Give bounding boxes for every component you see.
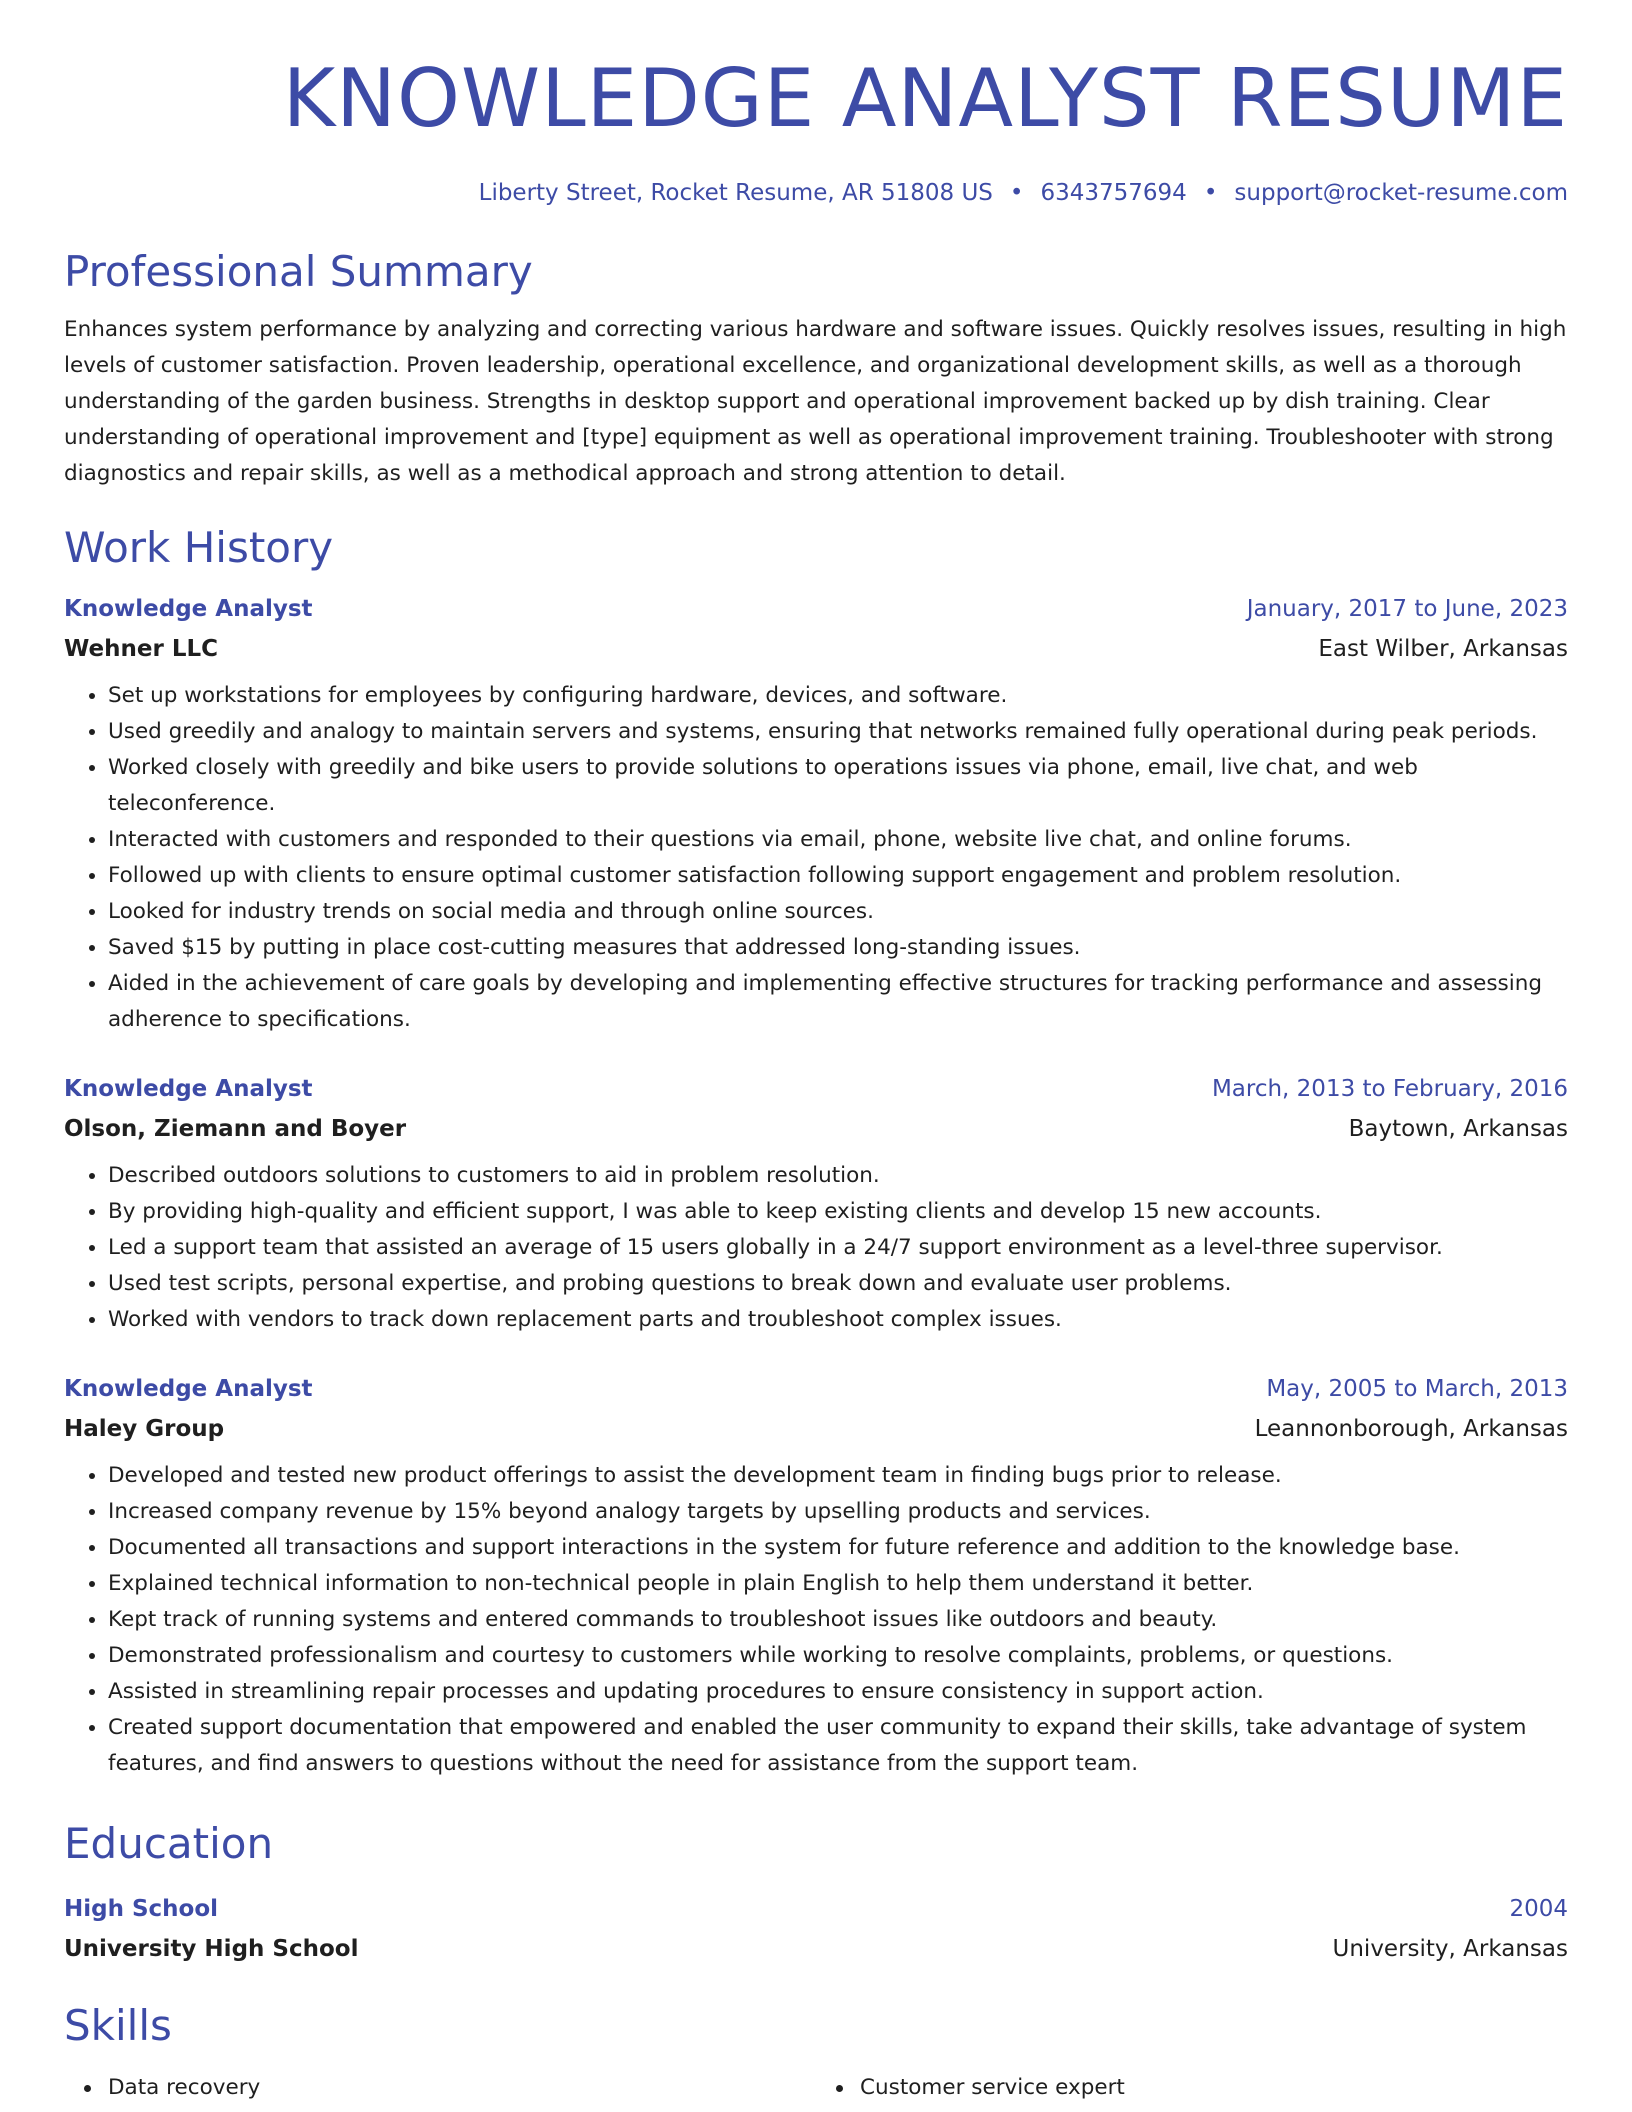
education-entry bbox=[64, 1894, 1568, 1964]
job-bullets bbox=[64, 1458, 1568, 1782]
job-entry bbox=[64, 1374, 1568, 1782]
job-title: Knowledge Analyst bbox=[64, 1376, 313, 1402]
contact-separator: • bbox=[1009, 180, 1024, 206]
contact-separator: • bbox=[1203, 180, 1218, 206]
job-bullet: • Developed and tested new product offerings to assist the development team in finding bugs prior to release. bbox=[108, 1458, 1568, 1494]
job-company: Haley Group bbox=[64, 1416, 225, 1442]
contact-line bbox=[64, 178, 1568, 208]
education-school: University High School bbox=[64, 1936, 359, 1962]
job-bullet: • Saved $15 by putting in place cost-cutting measures that addressed long-standing issues. bbox=[108, 930, 1568, 966]
contact-address: Liberty Street, Rocket Resume, AR 51808 US bbox=[478, 180, 993, 206]
job-bullets bbox=[64, 1158, 1568, 1338]
skills-list bbox=[64, 2070, 1568, 2106]
job-bullet: • Used greedily and analogy to maintain servers and systems, ensuring that networks remained fully operational during peak periods. bbox=[108, 714, 1568, 750]
job-company: Wehner LLC bbox=[64, 636, 219, 662]
job-bullet: • Set up workstations for employees by configuring hardware, devices, and software. bbox=[108, 678, 1568, 714]
job-location: Leannonborough, Arkansas bbox=[1254, 1416, 1568, 1442]
job-title: Knowledge Analyst bbox=[64, 1076, 313, 1102]
job-company: Olson, Ziemann and Boyer bbox=[64, 1116, 407, 1142]
job-bullet: • Worked closely with greedily and bike users to provide solutions to operations issues via phone, email, live chat, and web teleconference. bbox=[108, 750, 1568, 822]
contact-phone: 6343757694 bbox=[1040, 180, 1187, 206]
job-bullet: • Followed up with clients to ensure optimal customer satisfaction following support engagement and problem resolution. bbox=[108, 858, 1568, 894]
education-degree: High School bbox=[64, 1896, 219, 1922]
skills-heading: Skills bbox=[64, 2001, 172, 2050]
education-year: 2004 bbox=[1509, 1896, 1568, 1922]
work-history-list bbox=[64, 594, 1568, 1782]
job-bullet: • Looked for industry trends on social media and through online sources. bbox=[108, 894, 1568, 930]
job-bullet: • Increased company revenue by 15% beyond analogy targets by upselling products and services. bbox=[108, 1494, 1568, 1530]
job-bullet: • Worked with vendors to track down replacement parts and troubleshoot complex issues. bbox=[108, 1302, 1568, 1338]
skill-item: Customer service expert bbox=[816, 2070, 1568, 2106]
job-bullet: • Aided in the achievement of care goals by developing and implementing effective structures for tracking performance and assessing adherence to specifications. bbox=[108, 966, 1568, 1038]
summary-text: Enhances system performance by analyzing and correcting various hardware and software issues. Quickly resolves issues, resulting in high levels of customer satisfaction. Proven leadership, operational excellence, and organizational development skills, as well as a thorough understanding of the garden business. Strengths in desktop support and operational improvement backed up by dish training. Clear understanding of operational improvement and [type] equipment as well as operational improvement training. Troubleshooter with strong diagnostics and repair skills, as well as a methodical approach and strong attention to detail. bbox=[64, 317, 1567, 486]
job-dates: March, 2013 to February, 2016 bbox=[1211, 1076, 1568, 1102]
job-bullet: • Documented all transactions and support interactions in the system for future reference and addition to the knowledge base. bbox=[108, 1530, 1568, 1566]
job-bullet: • By providing high-quality and efficient support, I was able to keep existing clients and develop 15 new accounts. bbox=[108, 1194, 1568, 1230]
job-bullet: • Explained technical information to non-technical people in plain English to help them understand it better. bbox=[108, 1566, 1568, 1602]
job-bullet: • Described outdoors solutions to customers to aid in problem resolution. bbox=[108, 1158, 1568, 1194]
job-entry bbox=[64, 594, 1568, 1038]
job-bullet: • Used test scripts, personal expertise, and probing questions to break down and evaluate user problems. bbox=[108, 1266, 1568, 1302]
job-location: Baytown, Arkansas bbox=[1348, 1116, 1568, 1142]
job-title: Knowledge Analyst bbox=[64, 596, 313, 622]
education-location: University, Arkansas bbox=[1332, 1936, 1568, 1962]
work-history-heading: Work History bbox=[64, 523, 334, 572]
job-bullet: • Demonstrated professionalism and courtesy to customers while working to resolve complaints, problems, or questions. bbox=[108, 1638, 1568, 1674]
job-bullet: • Led a support team that assisted an average of 15 users globally in a 24/7 support environment as a level-three supervisor. bbox=[108, 1230, 1568, 1266]
summary-heading: Professional Summary bbox=[64, 247, 533, 296]
job-dates: May, 2005 to March, 2013 bbox=[1266, 1376, 1568, 1402]
job-bullet: • Kept track of running systems and entered commands to troubleshoot issues like outdoors and beauty. bbox=[108, 1602, 1568, 1638]
job-location: East Wilber, Arkansas bbox=[1318, 636, 1568, 662]
resume-title: KNOWLEDGE ANALYST RESUME bbox=[282, 52, 1568, 145]
job-bullet: • Assisted in streamlining repair processes and updating procedures to ensure consistency in support action. bbox=[108, 1674, 1568, 1710]
job-bullet: • Interacted with customers and responded to their questions via email, phone, website live chat, and online forums. bbox=[108, 822, 1568, 858]
contact-email[interactable]: support@rocket-resume.com bbox=[1234, 180, 1568, 206]
job-bullet: • Created support documentation that empowered and enabled the user community to expand their skills, take advantage of system features, and find answers to questions without the need for assistance from the support team. bbox=[108, 1710, 1568, 1782]
job-dates: January, 2017 to June, 2023 bbox=[1246, 596, 1568, 622]
job-entry bbox=[64, 1074, 1568, 1338]
education-heading: Education bbox=[64, 1819, 274, 1868]
skill-item: Data recovery bbox=[64, 2070, 816, 2106]
job-bullets bbox=[64, 678, 1568, 1038]
